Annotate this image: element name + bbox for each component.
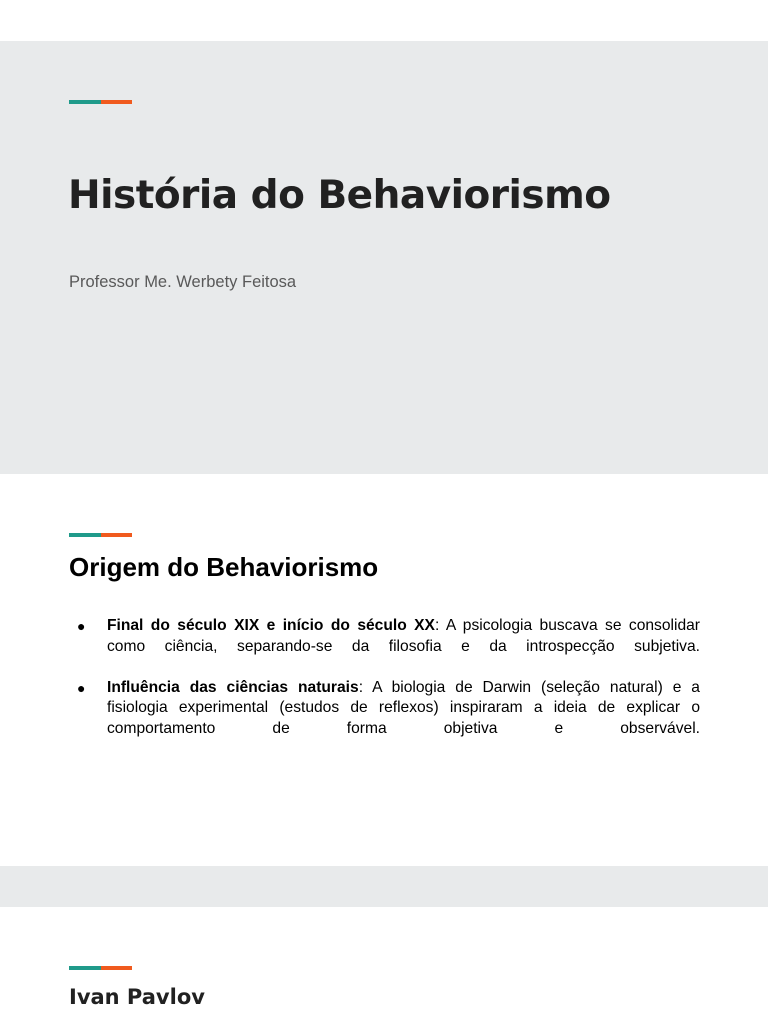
presenter-name: Professor Me. Werbety Feitosa [69,273,297,291]
accent-bar-teal [69,100,101,104]
bullet-body: : A biologia de Darwin (seleção natural) e a fisiologia experimental (estudos de reflexos) inspiraram a ideia de explicar o comportamento de forma objetiva e observável. [107,678,700,738]
bullet-list [69,616,700,760]
accent-bar-orange [101,533,132,537]
bullet-item [69,616,700,658]
accent-bar-orange [101,966,132,970]
bullet-dot-icon: ● [77,679,86,696]
content-slide-pavlov [0,907,768,1024]
accent-bar [69,966,132,970]
slide-heading: Origem do Behaviorismo [69,552,379,582]
bullet-body: : A psicologia buscava se consolidar como ciência, separando-se da filosofia e da introspecção subjetiva. [107,617,700,655]
bullet-item [69,678,700,740]
accent-bar [69,100,132,104]
presentation-title: História do Behaviorismo [68,173,611,218]
accent-bar-teal [69,533,101,537]
accent-bar [69,533,132,537]
slide-separator [0,866,768,907]
bullet-dot-icon: ● [77,618,86,634]
content-slide-origem [0,474,768,866]
slide-heading: Ivan Pavlov [69,985,205,1009]
title-slide [0,41,768,474]
bullet-bold-lead: Final do século XIX e início do século XX [107,617,435,634]
bullet-bold-lead: Influência das ciências naturais [107,678,359,696]
accent-bar-orange [101,100,132,104]
accent-bar-teal [69,966,101,970]
page-top-margin [0,0,768,41]
